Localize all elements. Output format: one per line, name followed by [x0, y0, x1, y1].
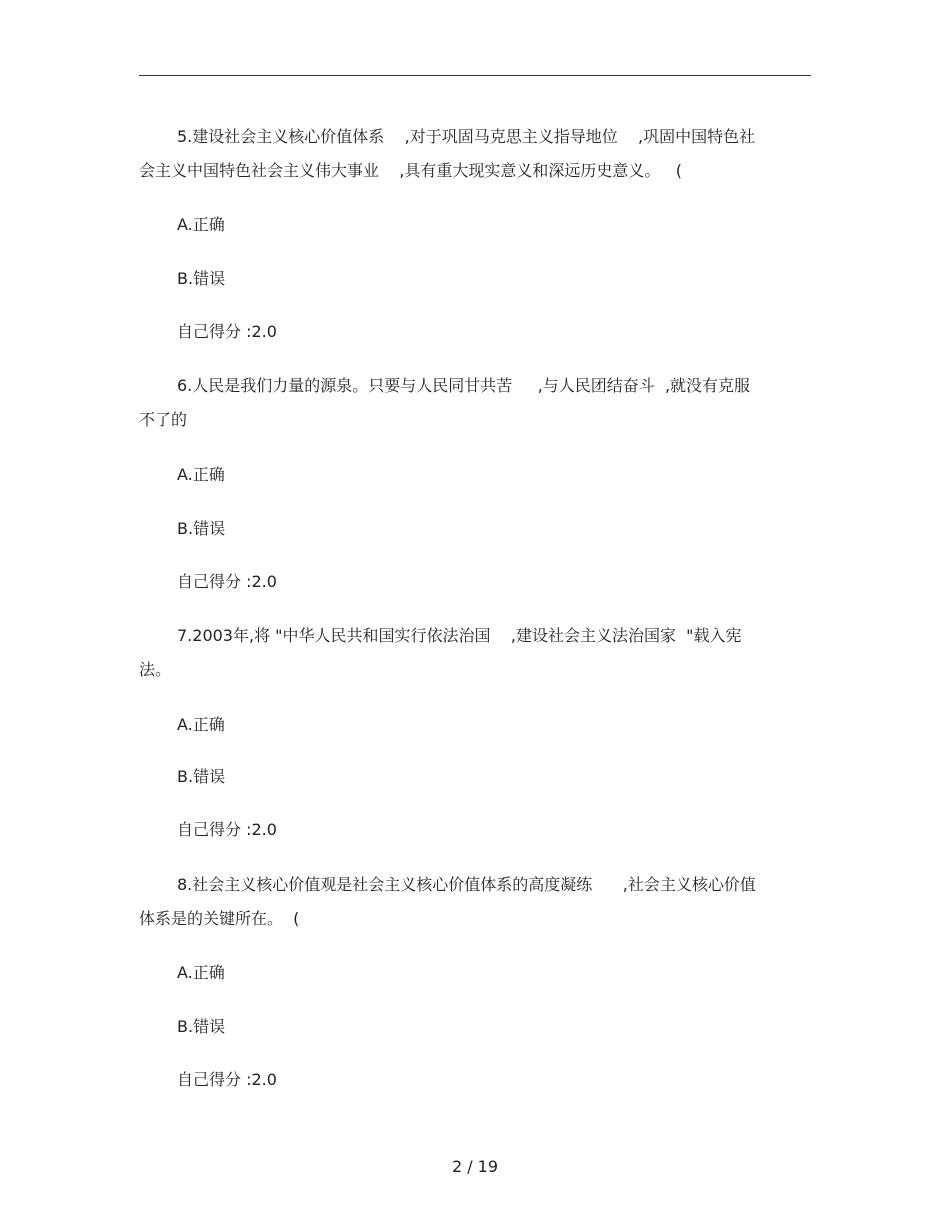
- question-7-score: 自己得分 :2.0: [177, 820, 277, 839]
- question-6-option-b: B.错误: [177, 519, 226, 538]
- question-7-option-a: A.正确: [177, 715, 225, 734]
- question-5-text-line-1: 5.建设社会主义核心价值体系 ,对于巩固马克思主义指导地位 ,巩固中国特色社: [177, 127, 756, 146]
- question-5-option-a: A.正确: [177, 215, 225, 234]
- question-5-text-line-2: 会主义中国特色社会主义伟大事业 ,具有重大现实意义和深远历史意义。 (: [139, 161, 682, 180]
- question-8-text-line-2: 体系是的关键所在。 (: [139, 909, 300, 928]
- question-8-option-a: A.正确: [177, 963, 225, 982]
- page-number: 2 / 19: [451, 1157, 499, 1176]
- header-rule: [139, 75, 811, 76]
- question-6-text-line-1: 6.人民是我们力量的源泉。只要与人民同甘共苦 ,与人民团结奋斗 ,就没有克服: [177, 376, 751, 395]
- question-8-score: 自己得分 :2.0: [177, 1070, 277, 1089]
- question-7-text-line-1: 7.2003年,将 "中华人民共和国实行依法治国 ,建设社会主义法治国家 "载入宪: [177, 626, 742, 645]
- question-6-text-line-2: 不了的: [139, 410, 188, 429]
- question-6-score: 自己得分 :2.0: [177, 572, 277, 591]
- question-6-option-a: A.正确: [177, 465, 225, 484]
- question-8-option-b: B.错误: [177, 1017, 226, 1036]
- question-7-option-b: B.错误: [177, 767, 226, 786]
- question-7-text-line-2: 法。: [139, 660, 172, 679]
- question-5-score: 自己得分 :2.0: [177, 322, 277, 341]
- question-8-text-line-1: 8.社会主义核心价值观是社会主义核心价值体系的高度凝练 ,社会主义核心价值: [177, 875, 756, 894]
- question-5-option-b: B.错误: [177, 269, 226, 288]
